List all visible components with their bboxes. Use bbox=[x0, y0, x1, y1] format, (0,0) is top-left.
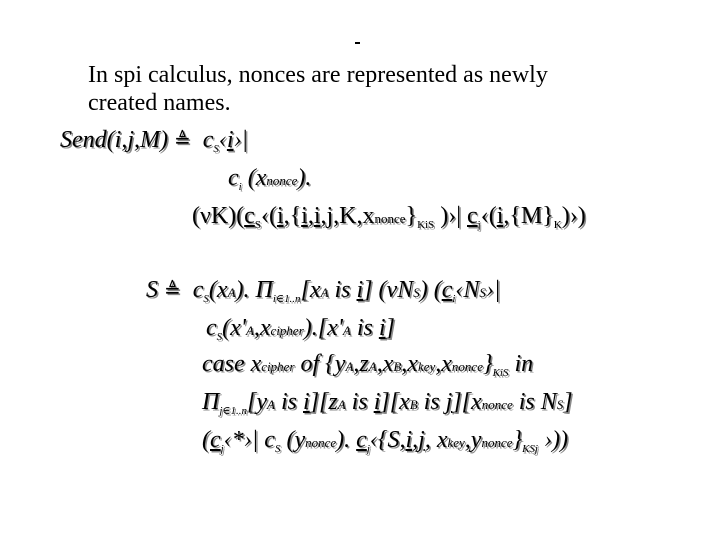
send-definition-line-1: Send(i,j,M) ≜ $c_S‹i›|$ bbox=[60, 127, 249, 155]
send-definition-line-3: $(\nu K)(c_S‹(i,\{i,i,j,K,xnonce\}_{KiS}$ )›| $c_j‹(i,\{M\}_K)›$) bbox=[192, 203, 586, 231]
intro-line-1: In spi calculus, nonces are represented as newly bbox=[88, 62, 548, 88]
top-dash-mark bbox=[355, 42, 360, 44]
server-definition-line-3: case xcipher of $\{yA,zA,xB,xkey,xnonce\}_{KiS}$ in bbox=[202, 351, 534, 379]
server-definition-line-5: ($c_j‹*›|$ $c_S$ (ynonce). $c_j‹\{S,i,j$, $xkey,ynonce\}_{KSj}$ ›)) bbox=[202, 427, 568, 455]
server-definition-line-4: $\Pi_{j\in 1..n}[yA$ is i][zA is i][xB is j][xnonce is NS] bbox=[202, 389, 573, 417]
server-definition-line-1: S ≜ $c_S(xA)$. $\Pi_{i\in 1..n}[xA$ is i] (νNS) ($c_i‹NS›|$ bbox=[146, 277, 501, 305]
send-definition-line-2: $c_i$ (xnonce). bbox=[228, 165, 312, 193]
intro-line-2: created names. bbox=[88, 90, 231, 116]
server-definition-line-2: $c_S(x'A,xcipher).[x'A$ is i] bbox=[206, 315, 395, 343]
